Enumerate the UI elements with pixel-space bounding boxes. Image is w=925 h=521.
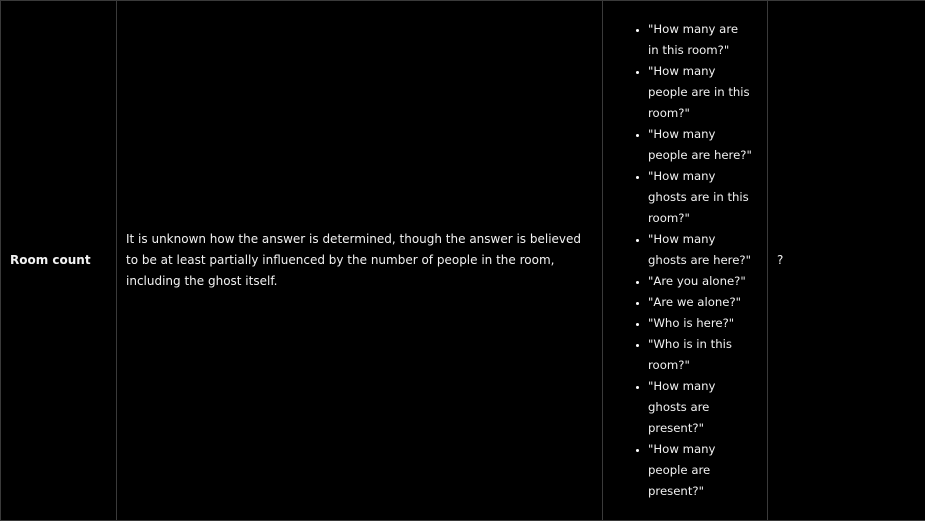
- list-item: • "How many ghosts are here?": [648, 229, 758, 271]
- list-item: • "Are you alone?": [648, 271, 758, 292]
- list-item: • "How many people are in this room?": [648, 61, 758, 124]
- list-item: • "How many ghosts are in this room?": [648, 166, 758, 229]
- list-item: • "Who is here?": [648, 313, 758, 334]
- description-cell: It is unknown how the answer is determined, though the answer is believed to be at least partially influenced by the number of people in the room, including the ghost itself.: [117, 1, 603, 521]
- list-item: • "Are we alone?": [648, 292, 758, 313]
- response-name-cell: Room count: [1, 1, 117, 521]
- list-item: • "How many people are present?": [648, 439, 758, 502]
- list-item: • "Who is in this room?": [648, 334, 758, 376]
- list-item: • "How many people are here?": [648, 124, 758, 166]
- evidence-cell: ?: [768, 1, 925, 521]
- table-row: [1, 1, 925, 521]
- list-item: • "How many are in this room?": [648, 19, 758, 61]
- questions-cell: [603, 1, 768, 521]
- list-item: • "How many ghosts are present?": [648, 376, 758, 439]
- questions-list: [612, 19, 758, 502]
